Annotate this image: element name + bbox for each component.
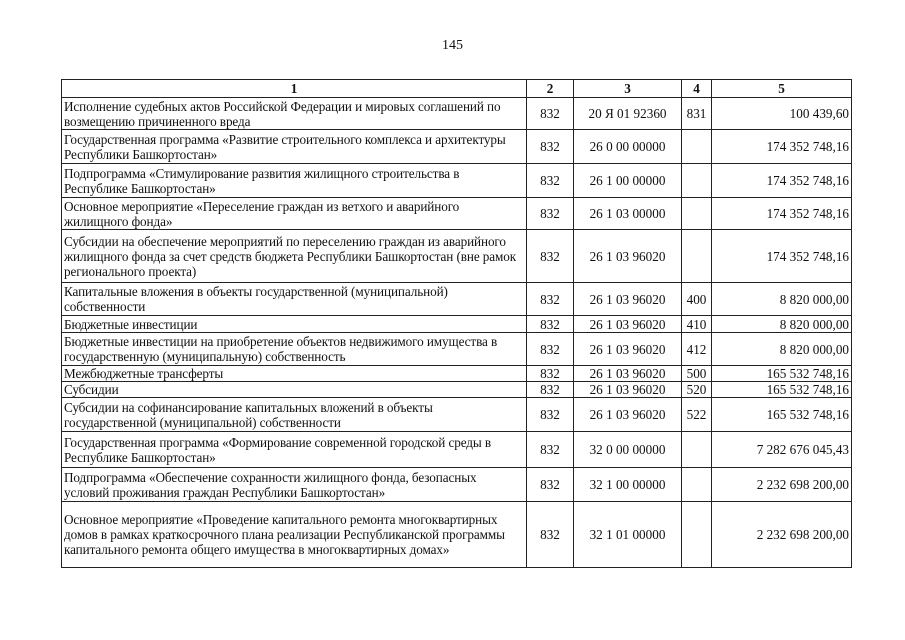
table-body [62, 98, 852, 568]
row-name: Межбюджетные трансферты [62, 366, 527, 382]
row-csr: 32 0 00 00000 [574, 432, 682, 468]
row-vr [682, 198, 712, 230]
row-name: Основное мероприятие «Проведение капитального ремонта многоквартирных домов в рамках краткосрочного плана реализации Республиканской программы капитального ремонта общего имущества в многоквартирных домах» [62, 502, 527, 568]
table-row [62, 98, 852, 130]
row-amount: 174 352 748,16 [712, 230, 852, 283]
row-amount: 8 820 000,00 [712, 316, 852, 333]
row-csr: 26 1 03 96020 [574, 366, 682, 382]
page-number: 145 [442, 38, 463, 53]
row-gr: 832 [527, 502, 574, 568]
row-gr: 832 [527, 398, 574, 432]
row-csr: 26 0 00 00000 [574, 130, 682, 164]
table-row [62, 382, 852, 398]
table-row [62, 164, 852, 198]
row-vr: 400 [682, 283, 712, 316]
row-vr [682, 432, 712, 468]
row-amount: 7 282 676 045,43 [712, 432, 852, 468]
row-gr: 832 [527, 468, 574, 502]
row-csr: 26 1 00 00000 [574, 164, 682, 198]
header-cell-4: 4 [682, 80, 712, 98]
row-amount: 165 532 748,16 [712, 382, 852, 398]
row-name: Подпрограмма «Стимулирование развития жилищного строительства в Республике Башкортостан» [62, 164, 527, 198]
row-gr: 832 [527, 130, 574, 164]
table-row [62, 398, 852, 432]
row-vr: 412 [682, 333, 712, 366]
row-amount: 100 439,60 [712, 98, 852, 130]
row-gr: 832 [527, 366, 574, 382]
row-amount: 174 352 748,16 [712, 164, 852, 198]
row-csr: 20 Я 01 92360 [574, 98, 682, 130]
header-cell-1: 1 [62, 80, 527, 98]
table-row [62, 283, 852, 316]
row-gr: 832 [527, 316, 574, 333]
row-csr: 26 1 03 96020 [574, 398, 682, 432]
row-vr [682, 502, 712, 568]
table-row [62, 432, 852, 468]
row-vr [682, 468, 712, 502]
row-csr: 26 1 03 00000 [574, 198, 682, 230]
row-amount: 174 352 748,16 [712, 130, 852, 164]
row-name: Основное мероприятие «Переселение граждан из ветхого и аварийного жилищного фонда» [62, 198, 527, 230]
row-vr: 500 [682, 366, 712, 382]
row-csr: 32 1 00 00000 [574, 468, 682, 502]
header-cell-5: 5 [712, 80, 852, 98]
row-vr: 520 [682, 382, 712, 398]
row-gr: 832 [527, 198, 574, 230]
row-csr: 26 1 03 96020 [574, 316, 682, 333]
row-amount: 8 820 000,00 [712, 333, 852, 366]
row-name: Субсидии на обеспечение мероприятий по переселению граждан из аварийного жилищного фонда за счет средств бюджета Республики Башкортостан (вне рамок регионального проекта) [62, 230, 527, 283]
table-row [62, 130, 852, 164]
table-row [62, 502, 852, 568]
row-csr: 26 1 03 96020 [574, 230, 682, 283]
row-amount: 174 352 748,16 [712, 198, 852, 230]
row-vr: 831 [682, 98, 712, 130]
row-name: Подпрограмма «Обеспечение сохранности жилищного фонда, безопасных условий проживания граждан Республики Башкортостан» [62, 468, 527, 502]
table-row [62, 230, 852, 283]
header-cell-2: 2 [527, 80, 574, 98]
row-gr: 832 [527, 230, 574, 283]
row-name: Исполнение судебных актов Российской Федерации и мировых соглашений по возмещению причиненного вреда [62, 98, 527, 130]
row-csr: 26 1 03 96020 [574, 333, 682, 366]
row-name: Капитальные вложения в объекты государственной (муниципальной) собственности [62, 283, 527, 316]
row-gr: 832 [527, 432, 574, 468]
row-vr [682, 230, 712, 283]
header-cell-3: 3 [574, 80, 682, 98]
row-csr: 26 1 03 96020 [574, 283, 682, 316]
table-row [62, 333, 852, 366]
row-vr: 410 [682, 316, 712, 333]
row-vr [682, 164, 712, 198]
row-gr: 832 [527, 382, 574, 398]
row-vr [682, 130, 712, 164]
row-amount: 165 532 748,16 [712, 398, 852, 432]
row-name: Бюджетные инвестиции [62, 316, 527, 333]
row-gr: 832 [527, 98, 574, 130]
row-csr: 32 1 01 00000 [574, 502, 682, 568]
table-row [62, 468, 852, 502]
row-name: Субсидии на софинансирование капитальных вложений в объекты государственной (муниципальной) собственности [62, 398, 527, 432]
row-name: Государственная программа «Развитие строительного комплекса и архитектуры Республики Башкортостан» [62, 130, 527, 164]
row-name: Бюджетные инвестиции на приобретение объектов недвижимого имущества в государственную (муниципальную) собственность [62, 333, 527, 366]
row-amount: 8 820 000,00 [712, 283, 852, 316]
row-gr: 832 [527, 333, 574, 366]
row-amount: 165 532 748,16 [712, 366, 852, 382]
header-row [62, 80, 852, 98]
row-gr: 832 [527, 283, 574, 316]
table-row [62, 198, 852, 230]
row-name: Государственная программа «Формирование современной городской среды в Республике Башкортостан» [62, 432, 527, 468]
row-vr: 522 [682, 398, 712, 432]
row-gr: 832 [527, 164, 574, 198]
table-row [62, 366, 852, 382]
budget-table [61, 79, 852, 568]
row-amount: 2 232 698 200,00 [712, 502, 852, 568]
row-name: Субсидии [62, 382, 527, 398]
row-csr: 26 1 03 96020 [574, 382, 682, 398]
table-row [62, 316, 852, 333]
row-amount: 2 232 698 200,00 [712, 468, 852, 502]
